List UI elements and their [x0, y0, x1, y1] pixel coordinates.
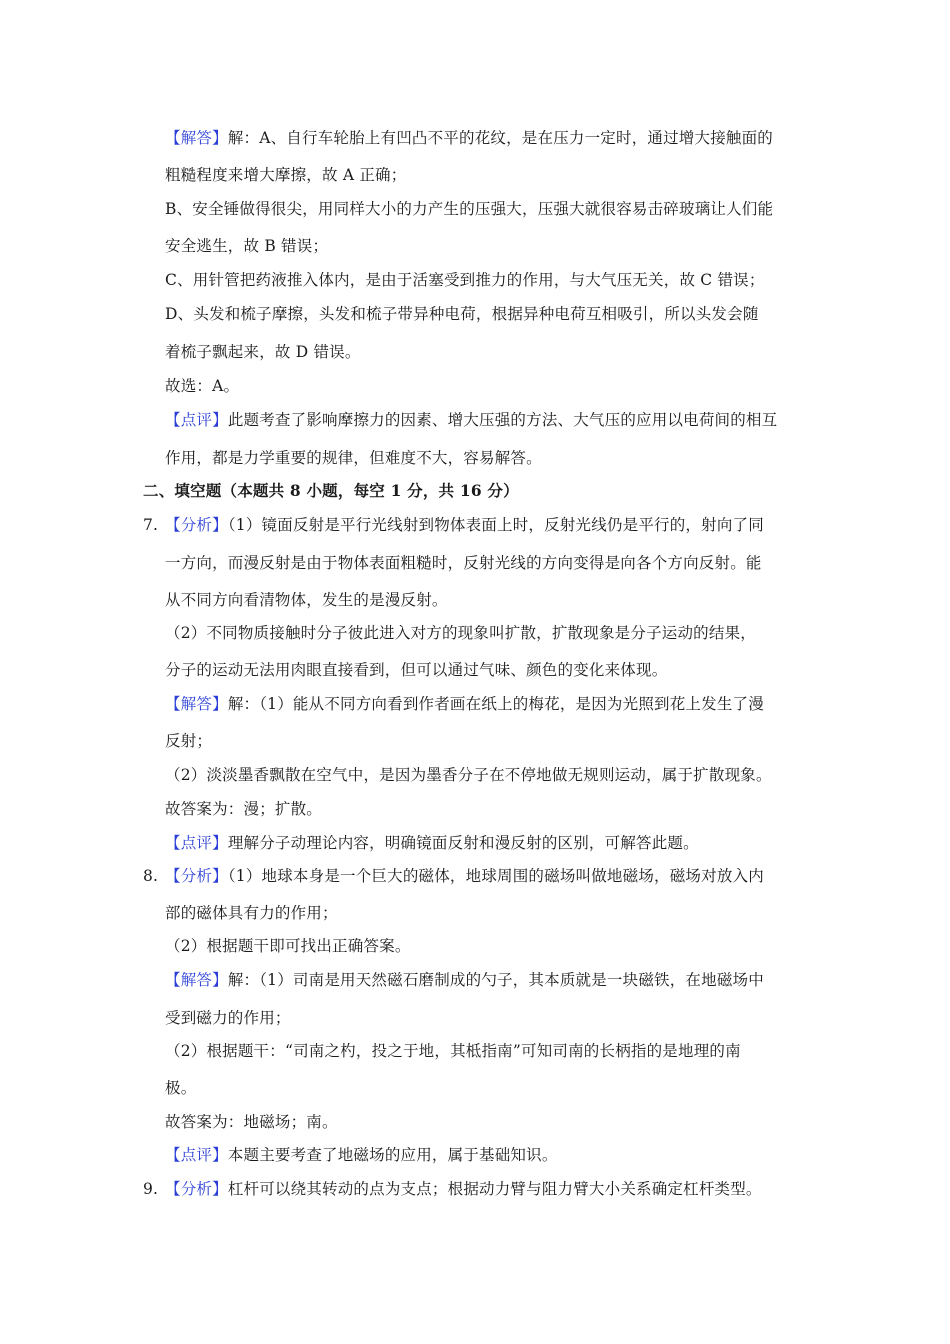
q7-jieda-line-1	[165, 694, 764, 714]
q7-fenxi-text-1: （1）镜面反射是平行光线射到物体表面上时，反射光线仍是平行的，射向了同	[227, 516, 764, 534]
q6-jieda-text-1: 解：A、自行车轮胎上有凹凸不平的花纹，是在压力一定时，通过增大接触面的	[227, 129, 774, 147]
q8-dianping-line-1	[165, 1145, 558, 1165]
q7-dianping-line-1	[165, 833, 699, 853]
q7-fenxi-line-1	[143, 515, 764, 535]
jieda-tag: 【解答】	[165, 129, 228, 147]
q6-dianping-line-1	[165, 410, 777, 430]
fenxi-tag: 【分析】	[165, 516, 228, 534]
q6-option-b-line-2: 安全逃生，故 B 错误；	[165, 237, 329, 255]
q7-jieda-line-2: 反射；	[165, 732, 213, 750]
q8-jieda-line-2: 受到磁力的作用；	[165, 1009, 291, 1027]
dianping-tag: 【点评】	[165, 834, 228, 852]
q7-jieda-line-3: （2）淡淡墨香飘散在空气中，是因为墨香分子在不停地做无规则运动，属于扩散现象。	[165, 766, 772, 784]
q8-fenxi-line-2: 部的磁体具有力的作用；	[165, 904, 338, 922]
q7-fenxi-line-2: 一方向，而漫反射是由于物体表面粗糙时，反射光线的方向变得是向各个方向反射。能	[165, 554, 762, 572]
q6-option-d-line-1: D、头发和梳子摩擦，头发和梳子带异种电荷，根据异种电荷互相吸引，所以头发会随	[165, 305, 759, 323]
jieda-tag: 【解答】	[165, 971, 228, 989]
q6-option-c-line-1: C、用针管把药液推入体内，是由于活塞受到推力的作用，与大气压无关，故 C 错误；	[165, 271, 765, 289]
q7-fenxi-line-4: （2）不同物质接触时分子彼此进入对方的现象叫扩散，扩散现象是分子运动的结果，	[165, 624, 756, 642]
fenxi-tag: 【分析】	[165, 1180, 228, 1198]
q7-answer: 故答案为：漫；扩散。	[165, 800, 323, 818]
q9-fenxi-text-1: 杠杆可以绕其转动的点为支点；根据动力臂与阻力臂大小关系确定杠杆类型。	[227, 1180, 762, 1198]
q6-jieda-line-2: 粗糙程度来增大摩擦，故 A 正确；	[165, 166, 407, 184]
q7-jieda-text-1: 解：（1）能从不同方向看到作者画在纸上的梅花，是因为光照到花上发生了漫	[227, 695, 764, 713]
q7-fenxi-line-3: 从不同方向看清物体，发生的是漫反射。	[165, 591, 448, 609]
q8-fenxi-line-3: （2）根据题干即可找出正确答案。	[165, 937, 411, 955]
q7-dianping-text-1: 理解分子动理论内容，明确镜面反射和漫反射的区别，可解答此题。	[227, 834, 699, 852]
q9-number: 9.	[143, 1180, 159, 1198]
jieda-tag: 【解答】	[165, 695, 228, 713]
q6-option-b-line-1: B、安全锤做得很尖，用同样大小的力产生的压强大，压强大就很容易击碎玻璃让人们能	[165, 200, 774, 218]
q8-number: 8.	[143, 867, 159, 885]
dianping-tag: 【点评】	[165, 1146, 228, 1164]
q6-jieda-line-1	[165, 128, 773, 148]
q6-dianping-text-1: 此题考查了影响摩擦力的因素、增大压强的方法、大气压的应用以电荷间的相互	[227, 411, 778, 429]
q8-fenxi-line-1	[143, 866, 764, 886]
section-2-heading: 二、填空题（本题共 8 小题，每空 1 分，共 16 分）	[143, 481, 519, 500]
q8-answer: 故答案为：地磁场；南。	[165, 1113, 338, 1131]
q9-fenxi-line-1	[143, 1179, 762, 1199]
q6-dianping-line-2: 作用，都是力学重要的规律，但难度不大，容易解答。	[165, 449, 542, 467]
q7-fenxi-line-5: 分子的运动无法用肉眼直接看到，但可以通过气味、颜色的变化来体现。	[165, 661, 668, 679]
q7-number: 7.	[143, 516, 159, 534]
q8-jieda-text-1: 解：（1）司南是用天然磁石磨制成的勺子，其本质就是一块磁铁，在地磁场中	[227, 971, 764, 989]
q8-dianping-text-1: 本题主要考查了地磁场的应用，属于基础知识。	[227, 1146, 558, 1164]
q6-answer: 故选：A。	[165, 377, 240, 395]
q6-option-d-line-2: 着梳子飘起来，故 D 错误。	[165, 343, 361, 361]
q8-jieda-line-1	[165, 970, 764, 990]
dianping-tag: 【点评】	[165, 411, 228, 429]
q8-jieda-line-3: （2）根据题干：“司南之杓，投之于地，其柢指南”可知司南的长柄指的是地理的南	[165, 1042, 741, 1060]
q8-jieda-line-4: 极。	[165, 1079, 197, 1097]
fenxi-tag: 【分析】	[165, 867, 228, 885]
q8-fenxi-text-1: （1）地球本身是一个巨大的磁体，地球周围的磁场叫做地磁场，磁场对放入内	[227, 867, 764, 885]
